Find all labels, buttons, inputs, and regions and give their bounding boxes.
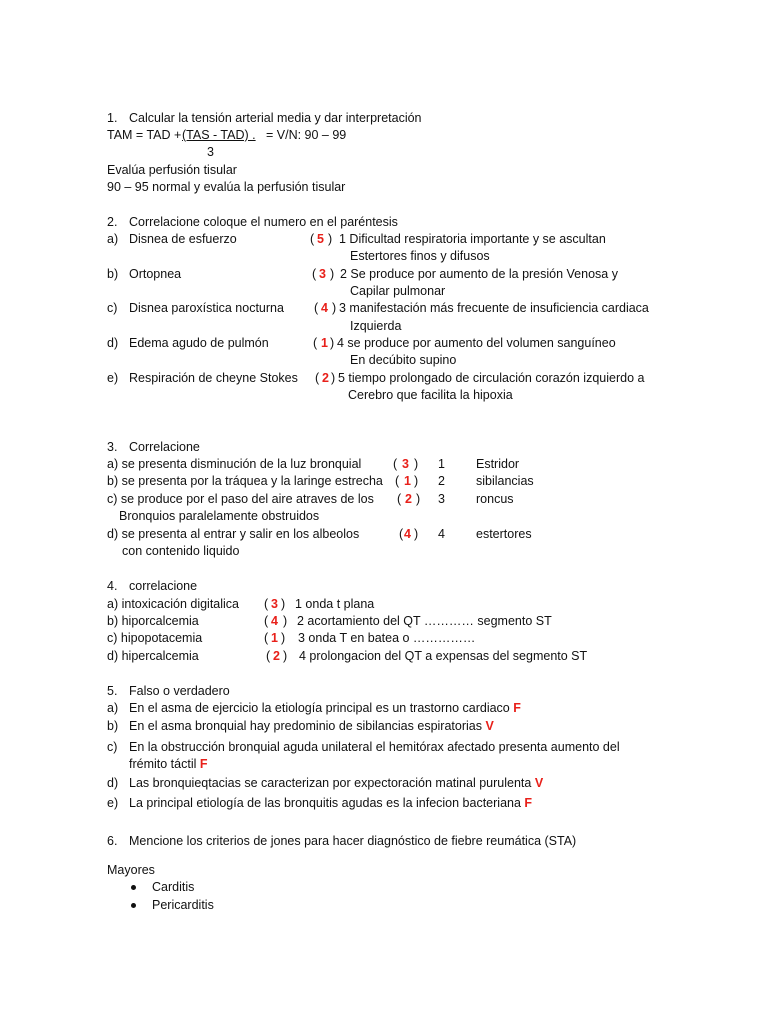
q3-paren-close: ) bbox=[416, 492, 421, 506]
q5-statement: En el asma de ejercicio la etiología principal es un trastorno cardiaco F bbox=[129, 701, 521, 715]
q3-option-number: 1 bbox=[438, 457, 445, 471]
q2-paren-close: ) bbox=[330, 267, 335, 281]
q2-paren-open: ( bbox=[315, 371, 320, 385]
q5-answer: V bbox=[534, 776, 544, 790]
q6-bullet-text: Carditis bbox=[152, 880, 195, 894]
q5-statement-cont: frémito táctil F bbox=[129, 757, 208, 771]
q2-paren-close: ) bbox=[330, 336, 335, 350]
q4-paren-open: ( bbox=[264, 597, 269, 611]
q2-term: Ortopnea bbox=[129, 267, 182, 281]
q4-answer: 1 bbox=[271, 631, 278, 645]
q3-paren-close: ) bbox=[414, 527, 419, 541]
q3-answer: 2 bbox=[405, 492, 412, 506]
q2-term: Disnea de esfuerzo bbox=[129, 232, 237, 246]
q6-bullet-text: Pericarditis bbox=[152, 898, 214, 912]
q4-number: 4. bbox=[107, 579, 118, 593]
q6-number: 6. bbox=[107, 834, 118, 848]
q4-paren-open: ( bbox=[264, 614, 269, 628]
q4-title: correlacione bbox=[129, 579, 198, 593]
q5-title: Falso o verdadero bbox=[129, 684, 230, 698]
q4-description: 4 prolongacion del QT a expensas del segmento ST bbox=[299, 649, 588, 663]
q2-answer: 4 bbox=[321, 301, 328, 315]
q5-answer: F bbox=[199, 757, 208, 771]
q4-paren-close: ) bbox=[281, 597, 286, 611]
q2-title: Correlacione coloque el numero en el paréntesis bbox=[129, 215, 398, 229]
q3-option-number: 4 bbox=[438, 527, 445, 541]
bullet-icon bbox=[131, 885, 136, 890]
q3-paren-close: ) bbox=[414, 457, 419, 471]
q5-letter: c) bbox=[107, 740, 118, 754]
q5-answer: F bbox=[513, 701, 521, 715]
q2-description-cont: Estertores finos y difusos bbox=[350, 249, 490, 263]
q4-term: c) hipopotacemia bbox=[107, 631, 203, 645]
q4-term: a) intoxicación digitalica bbox=[107, 597, 240, 611]
q2-letter: d) bbox=[107, 336, 119, 350]
q2-number: 2. bbox=[107, 215, 118, 229]
q3-option-number: 3 bbox=[438, 492, 445, 506]
q4-description: 2 acortamiento del QT ………… segmento ST bbox=[297, 614, 552, 628]
q3-paren-close: ) bbox=[414, 474, 419, 488]
q3-statement-cont: con contenido liquido bbox=[122, 544, 240, 558]
q3-answer: 3 bbox=[402, 457, 409, 471]
q3-option-number: 2 bbox=[438, 474, 445, 488]
q1-line1: Evalúa perfusión tisular bbox=[107, 163, 237, 177]
q5-letter: d) bbox=[107, 776, 119, 790]
bullet-icon bbox=[131, 903, 136, 908]
q5-number: 5. bbox=[107, 684, 118, 698]
q1-formula-lhs: TAM = TAD + bbox=[107, 128, 182, 142]
q5-statement: La principal etiología de las bronquitis agudas es la infecion bacteriana F bbox=[129, 796, 533, 810]
q2-paren-close: ) bbox=[328, 232, 333, 246]
q4-term: d) hipercalcemia bbox=[107, 649, 199, 663]
q3-paren-open: ( bbox=[395, 474, 400, 488]
q1-line2: 90 – 95 normal y evalúa la perfusión tisular bbox=[107, 180, 346, 194]
q2-term: Disnea paroxística nocturna bbox=[129, 301, 284, 315]
q2-letter: b) bbox=[107, 267, 119, 281]
q2-letter: e) bbox=[107, 371, 119, 385]
q3-statement: d) se presenta al entrar y salir en los albeolos bbox=[107, 527, 360, 541]
q2-paren-open: ( bbox=[312, 267, 317, 281]
q4-paren-close: ) bbox=[283, 614, 288, 628]
q4-paren-close: ) bbox=[281, 631, 286, 645]
q2-description: 1 Dificultad respiratoria importante y se ascultan bbox=[339, 232, 606, 246]
q5-statement: En la obstrucción bronquial aguda unilateral el hemitórax afectado presenta aumento del bbox=[129, 740, 620, 754]
q1-formula-normal-value: = V/N: 90 – 99 bbox=[266, 128, 347, 142]
q4-paren-open: ( bbox=[266, 649, 271, 663]
q2-letter: a) bbox=[107, 232, 119, 246]
q4-term: b) hiporcalcemia bbox=[107, 614, 199, 628]
q3-answer: 4 bbox=[404, 527, 411, 541]
q3-statement: c) se produce por el paso del aire atraves de los bbox=[107, 492, 374, 506]
q2-letter: c) bbox=[107, 301, 118, 315]
q4-paren-close: ) bbox=[283, 649, 288, 663]
q2-paren-open: ( bbox=[313, 336, 318, 350]
q4-answer: 3 bbox=[271, 597, 278, 611]
q3-statement: a) se presenta disminución de la luz bronquial bbox=[107, 457, 362, 471]
q2-description-cont: Capilar pulmonar bbox=[350, 284, 446, 298]
q3-paren-open: ( bbox=[399, 527, 404, 541]
q6-title: Mencione los criterios de jones para hacer diagnóstico de fiebre reumática (STA) bbox=[129, 834, 577, 848]
q3-statement: b) se presenta por la tráquea y la laringe estrecha bbox=[107, 474, 383, 488]
q3-number: 3. bbox=[107, 440, 118, 454]
q2-term: Respiración de cheyne Stokes bbox=[129, 371, 298, 385]
q1-title: Calcular la tensión arterial media y dar interpretación bbox=[129, 111, 422, 125]
q2-description: 3 manifestación más frecuente de insuficiencia cardiaca bbox=[339, 301, 649, 315]
q5-statement: En el asma bronquial hay predominio de sibilancias espiratorias V bbox=[129, 719, 494, 733]
q2-answer: 5 bbox=[317, 232, 324, 246]
q2-description: 5 tiempo prolongado de circulación corazón izquierdo a bbox=[338, 371, 645, 385]
q3-paren-open: ( bbox=[397, 492, 402, 506]
q3-option: sibilancias bbox=[476, 474, 534, 488]
q1-formula-numerator: (TAS - TAD) . bbox=[182, 128, 256, 142]
q3-paren-open: ( bbox=[393, 457, 398, 471]
q6-subheading: Mayores bbox=[107, 863, 155, 877]
q2-answer: 1 bbox=[321, 336, 328, 350]
q4-description: 3 onda T en batea o …………… bbox=[298, 631, 476, 645]
q2-description-cont: Cerebro que facilita la hipoxia bbox=[348, 388, 513, 402]
q4-paren-open: ( bbox=[264, 631, 269, 645]
q3-option: roncus bbox=[476, 492, 514, 506]
q3-statement-cont: Bronquios paralelamente obstruidos bbox=[119, 509, 320, 523]
q3-answer: 1 bbox=[404, 474, 411, 488]
q5-statement: Las bronquieqtacias se caracterizan por expectoración matinal purulenta V bbox=[129, 776, 544, 790]
q4-description: 1 onda t plana bbox=[295, 597, 375, 611]
q5-answer: F bbox=[524, 796, 533, 810]
q2-paren-close: ) bbox=[332, 301, 337, 315]
q1-number: 1. bbox=[107, 111, 118, 125]
q1-formula-denominator: 3 bbox=[207, 145, 214, 159]
q2-description: 4 se produce por aumento del volumen sanguíneo bbox=[337, 336, 616, 350]
q3-option: Estridor bbox=[476, 457, 520, 471]
q2-paren-open: ( bbox=[314, 301, 319, 315]
q2-answer: 2 bbox=[322, 371, 329, 385]
q5-letter: b) bbox=[107, 719, 119, 733]
q2-paren-close: ) bbox=[331, 371, 336, 385]
q3-option: estertores bbox=[476, 527, 532, 541]
q4-answer: 2 bbox=[273, 649, 280, 663]
q2-term: Edema agudo de pulmón bbox=[129, 336, 269, 350]
q2-answer: 3 bbox=[319, 267, 326, 281]
q2-description-cont: Izquierda bbox=[350, 319, 402, 333]
q5-letter: a) bbox=[107, 701, 119, 715]
q5-letter: e) bbox=[107, 796, 119, 810]
q4-answer: 4 bbox=[271, 614, 278, 628]
q2-description: 2 Se produce por aumento de la presión Venosa y bbox=[340, 267, 618, 281]
q2-description-cont: En decúbito supino bbox=[350, 353, 457, 367]
q3-title: Correlacione bbox=[129, 440, 200, 454]
q5-answer: V bbox=[485, 719, 494, 733]
q2-paren-open: ( bbox=[310, 232, 315, 246]
